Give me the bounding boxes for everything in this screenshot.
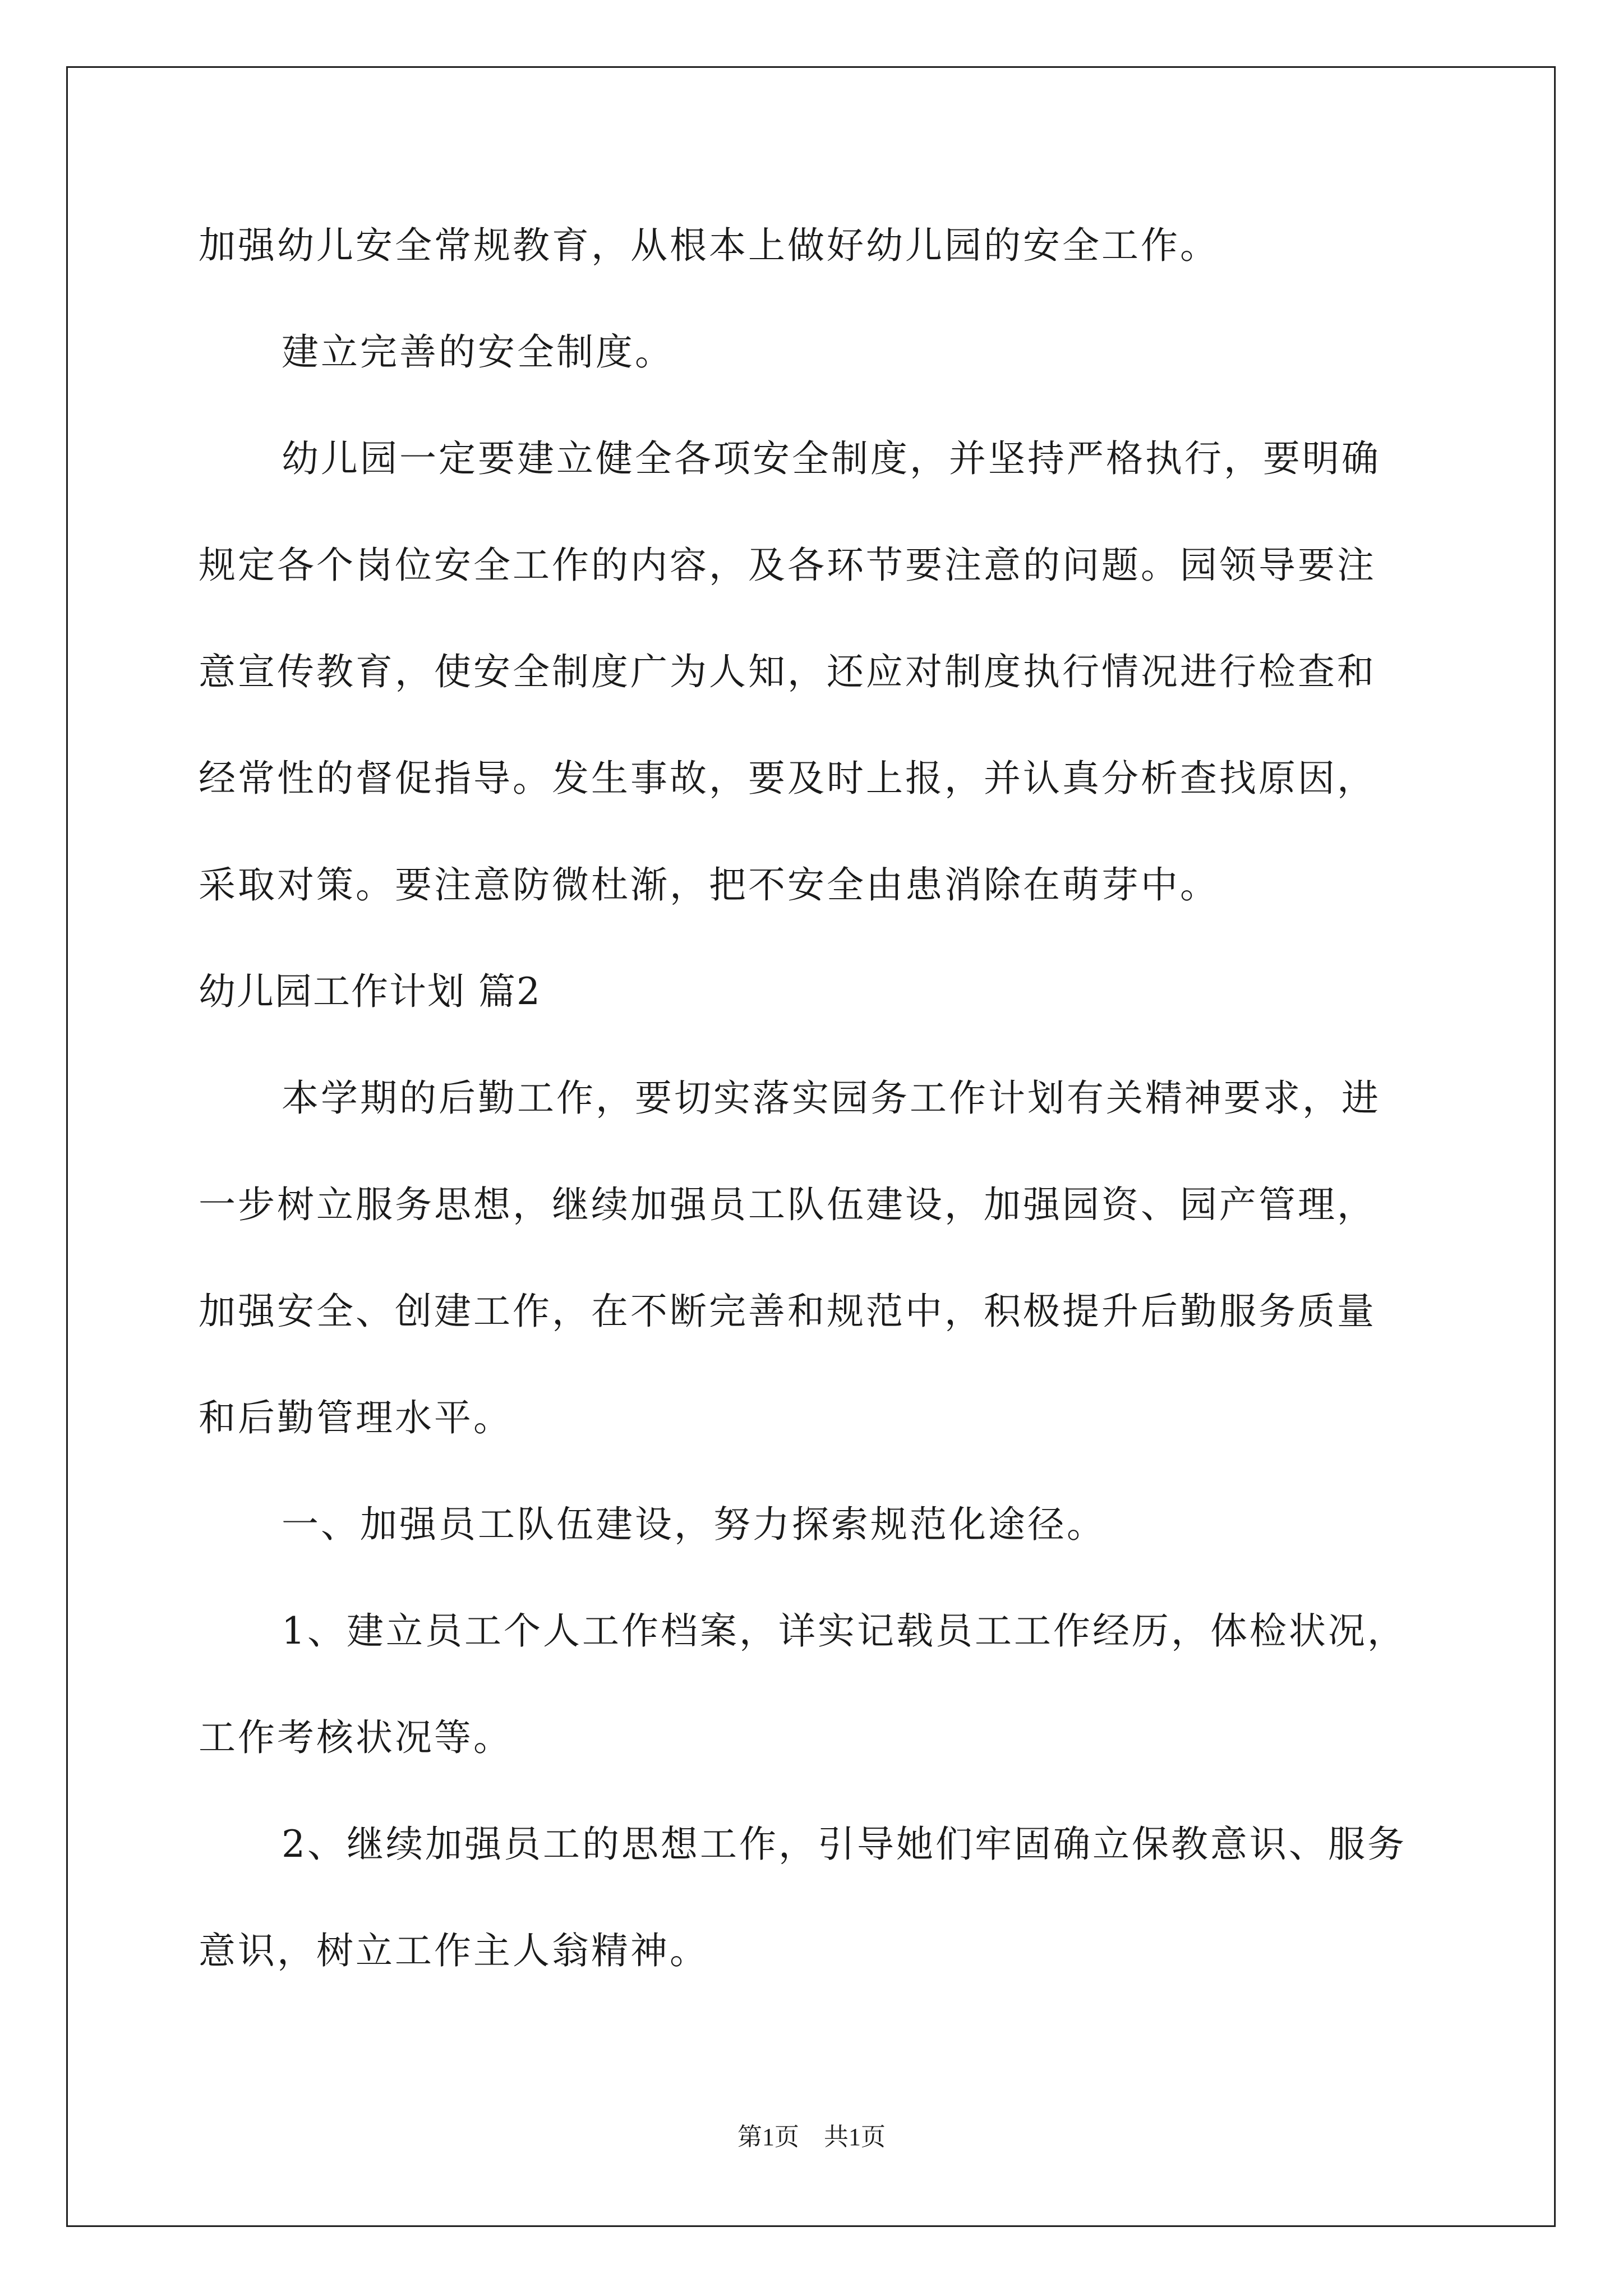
text-line: 加强安全、创建工作，在不断完善和规范中，积极提升后勤服务质量 xyxy=(199,1290,1376,1333)
text-line: 一、加强员工队伍建设，努力探索规范化途径。 xyxy=(282,1503,1106,1546)
section-heading: 幼儿园工作计划 篇2 xyxy=(199,970,541,1013)
text-line: 一步树立服务思想，继续加强员工队伍建设，加强园资、园产管理， xyxy=(199,1183,1376,1226)
document-body xyxy=(199,212,1427,2024)
text-line: 加强幼儿安全常规教育，从根本上做好幼儿园的安全工作。 xyxy=(199,224,1219,267)
text-line: 幼儿园一定要建立健全各项安全制度，并坚持严格执行，要明确 xyxy=(282,437,1381,480)
text-line: 经常性的督促指导。发生事故，要及时上报，并认真分析查找原因， xyxy=(199,757,1376,800)
text-line: 规定各个岗位安全工作的内容，及各环节要注意的问题。园领导要注 xyxy=(199,544,1376,587)
text-line: 建立完善的安全制度。 xyxy=(282,330,674,374)
text-line: 和后勤管理水平。 xyxy=(199,1396,513,1439)
text-line: 意识，树立工作主人翁精神。 xyxy=(199,1929,709,1972)
text-line: 2、继续加强员工的思想工作，引导她们牢固确立保教意识、服务 xyxy=(282,1823,1407,1866)
text-line: 1、建立员工个人工作档案，详实记载员工工作经历，体检状况， xyxy=(282,1609,1407,1653)
text-line: 意宣传教育，使安全制度广为人知，还应对制度执行情况进行检查和 xyxy=(199,650,1376,693)
page-footer: 第1页 共1页 xyxy=(737,2123,886,2151)
text-line: 本学期的后勤工作，要切实落实园务工作计划有关精神要求，进 xyxy=(282,1076,1381,1120)
text-line: 工作考核状况等。 xyxy=(199,1716,513,1759)
text-line: 采取对策。要注意防微杜渐，把不安全由患消除在萌芽中。 xyxy=(199,863,1219,907)
